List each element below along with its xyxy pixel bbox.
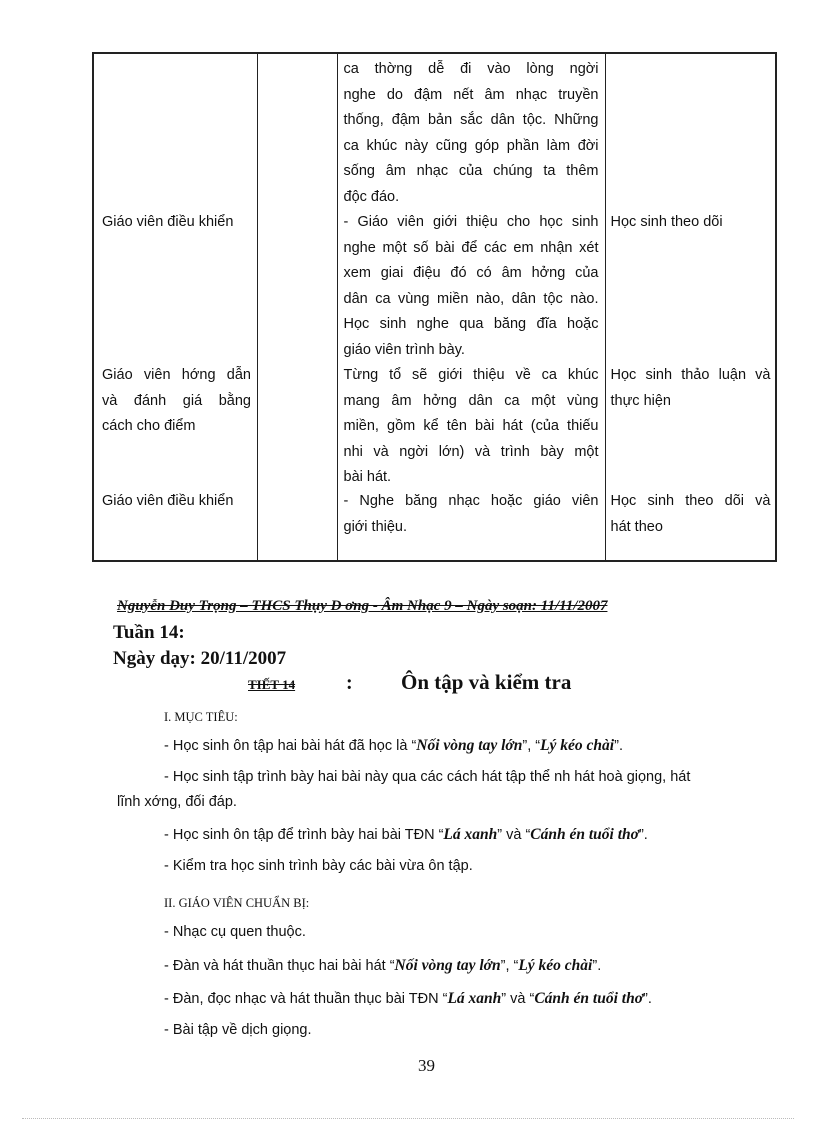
page-number: 39 bbox=[418, 1056, 435, 1075]
table-cell-line: nhi và ngời lớn) và trình bày một bbox=[343, 443, 599, 460]
song-title: Lý kéo chài bbox=[540, 737, 615, 754]
content-column bbox=[337, 53, 605, 561]
prep-2-sep: ”, “ bbox=[500, 958, 519, 974]
table-cell-line: xem giai điệu đó có âm hởng của bbox=[343, 265, 599, 281]
prep-3-end: ”. bbox=[643, 991, 652, 1007]
prep-2-text: - Đàn và hát thuần thục hai bài hát “ bbox=[164, 958, 395, 974]
table-cell-line: ca thờng dễ đi vào lòng ngời bbox=[343, 61, 599, 77]
lesson-number: TIẾT 14 bbox=[248, 677, 296, 692]
song-title: Cánh én tuổi thơ bbox=[534, 990, 644, 1007]
song-title: Nối vòng tay lớn bbox=[416, 737, 523, 754]
song-title: Cánh én tuổi thơ bbox=[530, 826, 639, 843]
lesson-title: Ôn tập và kiểm tra bbox=[401, 670, 572, 694]
objective-item-2-line2: lĩnh xớng, đối đáp. bbox=[117, 794, 237, 810]
student-activity-column bbox=[605, 53, 776, 561]
prep-2-end: ”. bbox=[592, 958, 602, 974]
table-cell-line: hát theo bbox=[610, 518, 663, 535]
teacher-activity-column bbox=[93, 53, 257, 561]
objective-item-3 bbox=[164, 826, 648, 844]
week-label: Tuần 14: bbox=[113, 622, 185, 643]
objective-3-sep: ” và “ bbox=[497, 827, 531, 843]
table-cell-line: - Giáo viên giới thiệu cho học sinh bbox=[343, 214, 599, 230]
table-cell-line: thực hiện bbox=[610, 392, 671, 409]
table-cell-line: giáo viên trình bày. bbox=[343, 341, 465, 358]
prep-3-text: - Đàn, đọc nhạc và hát thuần thục bài TĐN “ bbox=[164, 991, 448, 1007]
table-cell-line: ca khúc này cũng góp phần làm đời bbox=[343, 137, 599, 154]
prep-item-3 bbox=[164, 990, 652, 1008]
table-cell-line: giới thiệu. bbox=[343, 518, 408, 535]
song-title: Lá xanh bbox=[447, 990, 502, 1007]
table-cell-line: cách cho điểm bbox=[102, 418, 196, 434]
table-cell-line: Giáo viên điều khiển bbox=[102, 214, 234, 230]
table-cell-line: Từng tổ sẽ giới thiệu về ca khúc bbox=[343, 367, 599, 383]
empty-column bbox=[257, 53, 337, 561]
prep-item-1: - Nhạc cụ quen thuộc. bbox=[164, 924, 306, 940]
song-title: Lá xanh bbox=[443, 826, 498, 843]
teaching-date: Ngày dạy: 20/11/2007 bbox=[113, 648, 287, 669]
prep-item-2 bbox=[164, 957, 601, 975]
objective-item-4: - Kiểm tra học sinh trình bày các bài vừa ôn tập. bbox=[164, 858, 473, 874]
table-cell-line: Học sinh thảo luận và bbox=[610, 367, 771, 383]
table-cell-line: dân ca vùng miền nào, dân tộc nào. bbox=[343, 290, 599, 307]
table-cell-line: Giáo viên điều khiển bbox=[102, 493, 234, 509]
objective-item-2-line1: - Học sinh tập trình bày hai bài này qua các cách hát tập thể nh hát hoà giọng, hát bbox=[164, 769, 691, 785]
objective-1-end: ”. bbox=[614, 738, 623, 754]
table-cell-line: thống, đậm bản sắc dân tộc. Những bbox=[343, 112, 599, 128]
table-cell-line: bài hát. bbox=[343, 469, 392, 485]
song-title: Nối vòng tay lớn bbox=[394, 957, 501, 974]
song-title: Lý kéo chài bbox=[518, 957, 593, 974]
table-cell-line: Giáo viên hớng dẫn bbox=[102, 367, 251, 383]
objective-3-text: - Học sinh ôn tập để trình bày hai bài TĐN “ bbox=[164, 827, 444, 843]
objective-1-sep: ”, “ bbox=[522, 738, 541, 754]
table-cell-line: độc đáo. bbox=[343, 188, 400, 205]
table-cell-line: nghe một số bài để các em nhận xét bbox=[343, 239, 599, 256]
table-cell-line: Học sinh theo dõi và bbox=[610, 493, 771, 509]
table-cell-line: nghe do đậm nết âm nhạc truyền bbox=[343, 86, 599, 103]
table-cell-line: Học sinh theo dõi bbox=[610, 214, 723, 230]
section-preparation-title: II. GIÁO VIÊN CHUẨN BỊ: bbox=[164, 896, 310, 910]
author-header: Nguyễn Duy Trọng – THCS Thụy D ơng - Âm Nhạc 9 – Ngày soạn: 11/11/2007 bbox=[117, 598, 608, 614]
objective-1-text: - Học sinh ôn tập hai bài hát đã học là “ bbox=[164, 738, 417, 754]
table-cell-line: mang âm hởng dân ca một vùng bbox=[343, 392, 599, 409]
objective-item-1 bbox=[164, 737, 623, 755]
table-cell-line: và đánh giá bằng bbox=[102, 392, 251, 409]
table-cell-line: miền, gồm kể tên bài hát (của thiếu bbox=[343, 418, 599, 434]
lesson-colon: : bbox=[346, 672, 353, 694]
bottom-divider bbox=[22, 1118, 794, 1119]
objective-3-end: ”. bbox=[638, 827, 648, 843]
table-cell-line: Học sinh nghe qua băng đĩa hoặc bbox=[343, 316, 599, 332]
table-cell-line: sống âm nhạc của chúng ta thêm bbox=[343, 163, 599, 179]
table-cell-line: - Nghe băng nhạc hoặc giáo viên bbox=[343, 493, 599, 509]
activity-table bbox=[92, 52, 777, 562]
prep-item-4: - Bài tập về dịch giọng. bbox=[164, 1022, 312, 1038]
section-objectives-title: I. MỤC TIÊU: bbox=[164, 710, 238, 724]
prep-3-sep: ” và “ bbox=[501, 991, 535, 1007]
